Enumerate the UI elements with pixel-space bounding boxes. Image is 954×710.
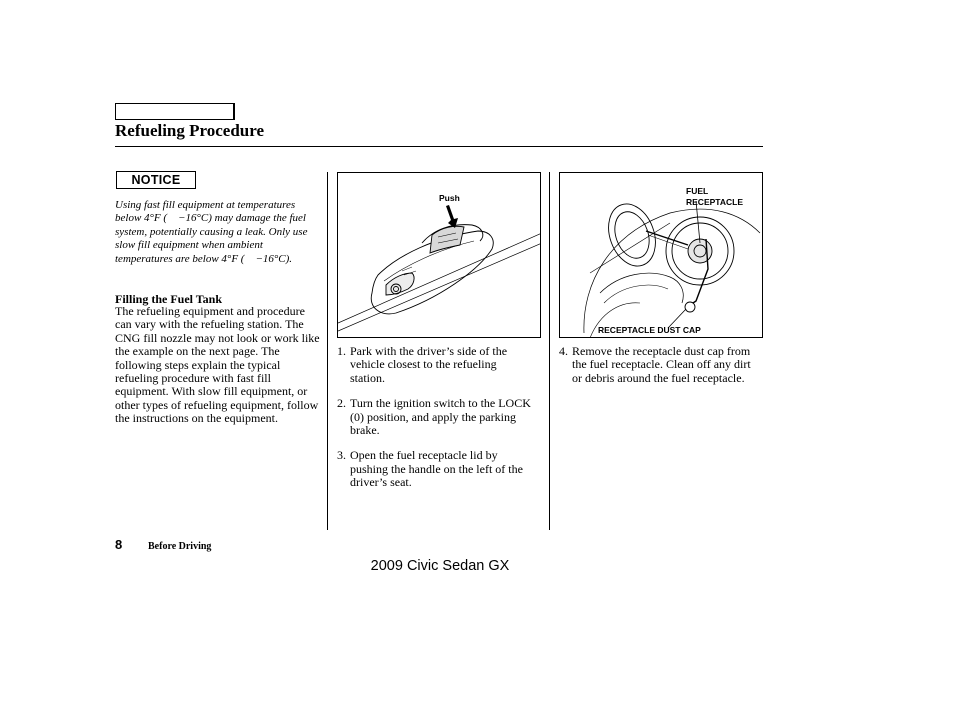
section-tab-box: [115, 103, 235, 120]
step-number: 1.: [337, 344, 346, 358]
column-divider-right: [549, 172, 550, 530]
step-text: Park with the driver’s side of the vehicle closest to the refueling station.: [350, 344, 508, 385]
page-number: 8: [115, 537, 123, 552]
steps-list-right: [559, 345, 763, 385]
push-label: Push: [439, 193, 460, 203]
document-title: 2009 Civic Sedan GX: [370, 558, 510, 574]
lid-opener-illustration: [337, 172, 541, 338]
notice-badge: NOTICE: [116, 171, 196, 189]
step-item: [559, 345, 763, 385]
push-arrow-icon: [446, 205, 458, 228]
page-title: Refueling Procedure: [115, 121, 265, 140]
receptacle-dust-cap-label: RECEPTACLE DUST CAP: [598, 325, 701, 335]
fuel-receptacle-label-line1: FUEL: [686, 186, 709, 196]
step-text: Turn the ignition switch to the LOCK (0) position, and apply the parking brake.: [350, 396, 531, 438]
step-text: Remove the receptacle dust cap from the fuel receptacle. Clean off any dirt or debris around the fuel receptacle.: [572, 344, 751, 385]
section-body: The refueling equipment and procedure can vary with the refueling station. The CNG fill nozzle may not look or work like the example on the next page. The following steps explain the typical refueling procedure with fast fill equipment. With slow fill equipment, or other types of refueling equipment, follow the instructions on the equipment.: [115, 304, 320, 426]
step-number: 4.: [559, 344, 568, 358]
step-number: 2.: [337, 396, 346, 411]
steps-list-middle: [337, 345, 533, 490]
notice-text: Using fast fill equipment at temperatures below 4°F ( −16°C) may damage the fuel system, potentially causing a leak. Only use slow fill equipment when ambient temperatures are below 4°F ( −16°C).: [115, 199, 308, 265]
section-heading: Filling the Fuel Tank: [115, 292, 223, 306]
step-number: 3.: [337, 448, 346, 463]
section-name: Before Driving: [148, 541, 212, 552]
step-text: Open the fuel receptacle lid by pushing the handle on the left of the driver’s seat.: [350, 448, 523, 490]
column-divider-left: [327, 172, 328, 530]
leader-lines: [668, 201, 700, 328]
fuel-receptacle-illustration: [559, 172, 763, 338]
header-rule: [115, 146, 763, 147]
step-item: [337, 449, 533, 489]
fuel-receptacle-label-line2: RECEPTACLE: [686, 197, 743, 207]
step-item: [337, 397, 533, 437]
step-item: [337, 345, 533, 385]
